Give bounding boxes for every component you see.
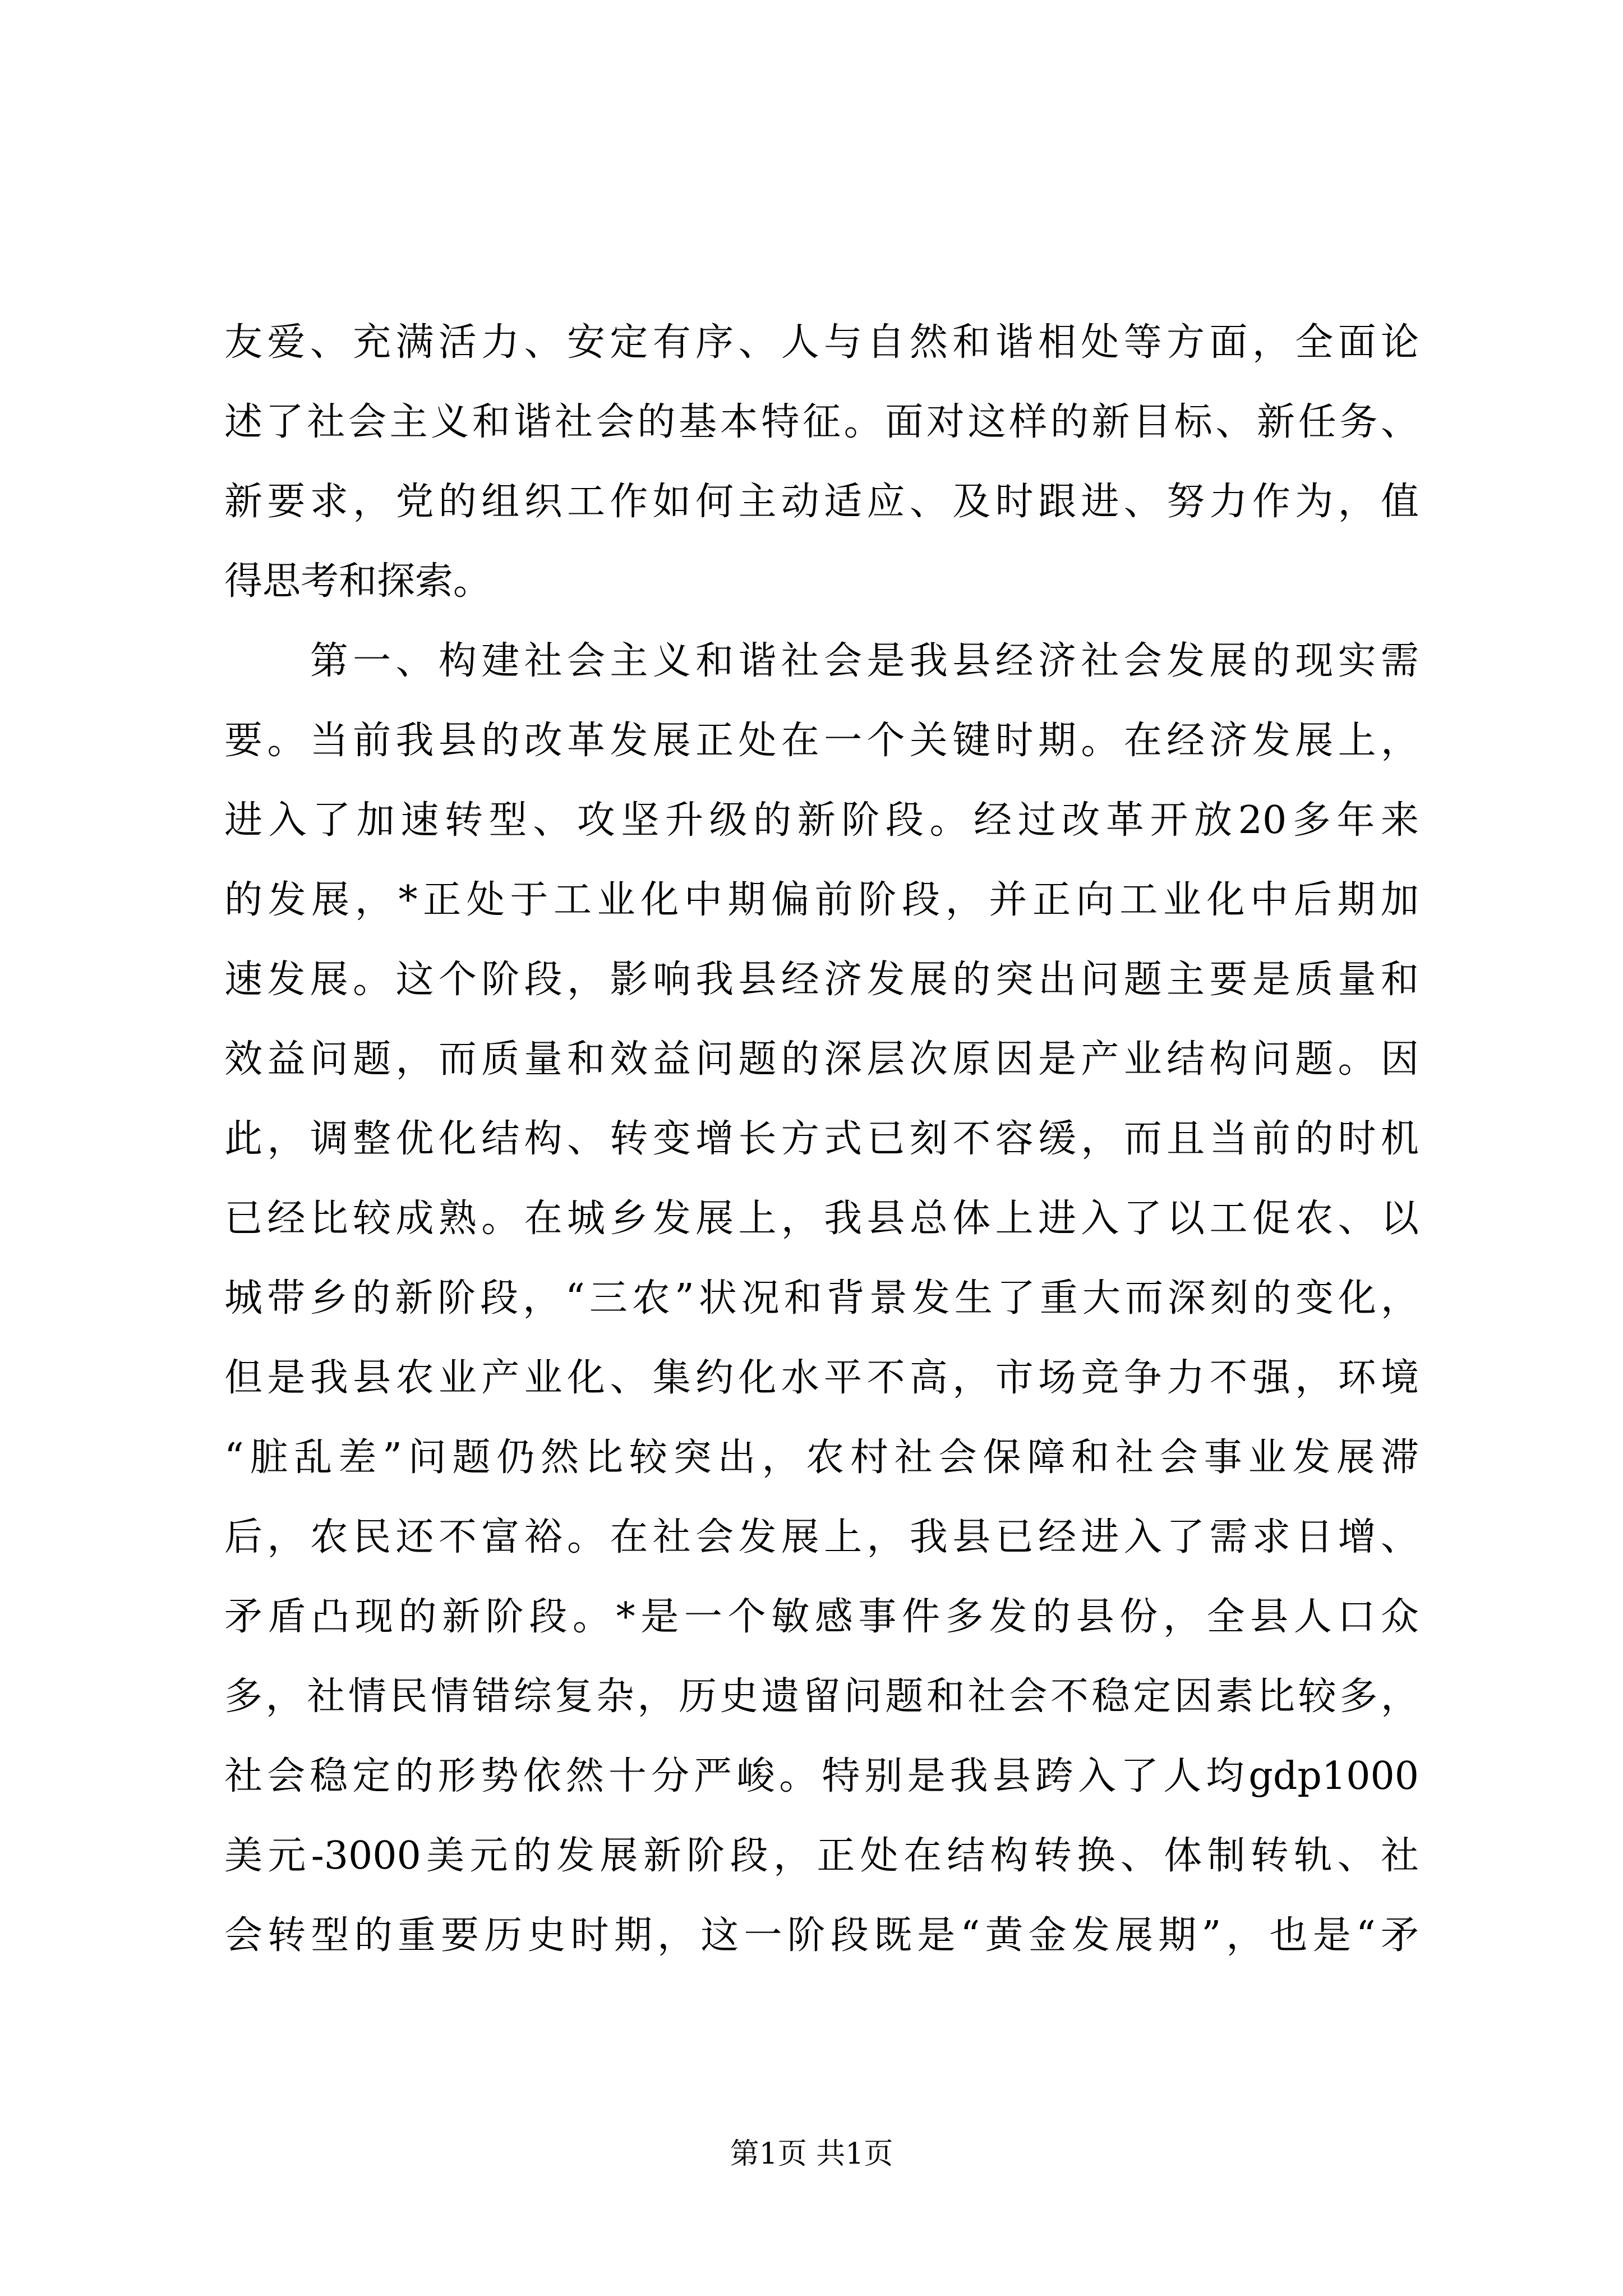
- document-body: [224, 303, 1419, 1976]
- text-line: 新要求，党的组织工作如何主动适应、及时跟进、努力作为，值: [224, 480, 1419, 524]
- text-line: 会转型的重要历史时期，这一阶段既是“黄金发展期”，也是“矛: [224, 1913, 1419, 1958]
- text-line: 友爱、充满活力、安定有序、人与自然和谐相处等方面，全面论: [224, 320, 1419, 365]
- text-line: 的发展，*正处于工业化中期偏前阶段，并正向工业化中后期加: [224, 878, 1419, 922]
- text-line: 述了社会主义和谐社会的基本特征。面对这样的新目标、新任务、: [224, 400, 1419, 444]
- text-line: 此，调整优化结构、转变增长方式已刻不容缓，而且当前的时机: [224, 1117, 1419, 1161]
- text-line: 进入了加速转型、攻坚升级的新阶段。经过改革开放20多年来: [224, 798, 1419, 843]
- text-line: 多，社情民情错综复杂，历史遗留问题和社会不稳定因素比较多，: [224, 1674, 1419, 1719]
- text-line: 效益问题，而质量和效益问题的深层次原因是产业结构问题。因: [224, 1037, 1419, 1082]
- text-line: 已经比较成熟。在城乡发展上，我县总体上进入了以工促农、以: [224, 1197, 1419, 1241]
- text-line: 城带乡的新阶段，“三农”状况和背景发生了重大而深刻的变化，: [224, 1276, 1419, 1320]
- text-line: 第一、构建社会主义和谐社会是我县经济社会发展的现实需: [224, 639, 1419, 683]
- text-line: 美元-3000美元的发展新阶段，正处在结构转换、体制转轨、社: [224, 1834, 1419, 1878]
- page-footer: [0, 2134, 1623, 2174]
- text-line: 后，农民还不富裕。在社会发展上，我县已经进入了需求日增、: [224, 1515, 1419, 1559]
- text-line: “脏乱差”问题仍然比较突出，农村社会保障和社会事业发展滞: [224, 1435, 1419, 1480]
- text-line: 要。当前我县的改革发展正处在一个关键时期。在经济发展上，: [224, 719, 1419, 763]
- text-line: 社会稳定的形势依然十分严峻。特别是我县跨入了人均gdp1000: [224, 1754, 1419, 1798]
- text-line: 速发展。这个阶段，影响我县经济发展的突出问题主要是质量和: [224, 958, 1419, 1002]
- text-line: 但是我县农业产业化、集约化水平不高，市场竞争力不强，环境: [224, 1356, 1419, 1400]
- text-line: 矛盾凸现的新阶段。*是一个敏感事件多发的县份，全县人口众: [224, 1595, 1419, 1639]
- text-line: 得思考和探索。: [224, 559, 492, 604]
- page-number: 第1页 共1页: [730, 2137, 893, 2171]
- paragraph: [224, 303, 1419, 622]
- paragraph: [224, 622, 1419, 1976]
